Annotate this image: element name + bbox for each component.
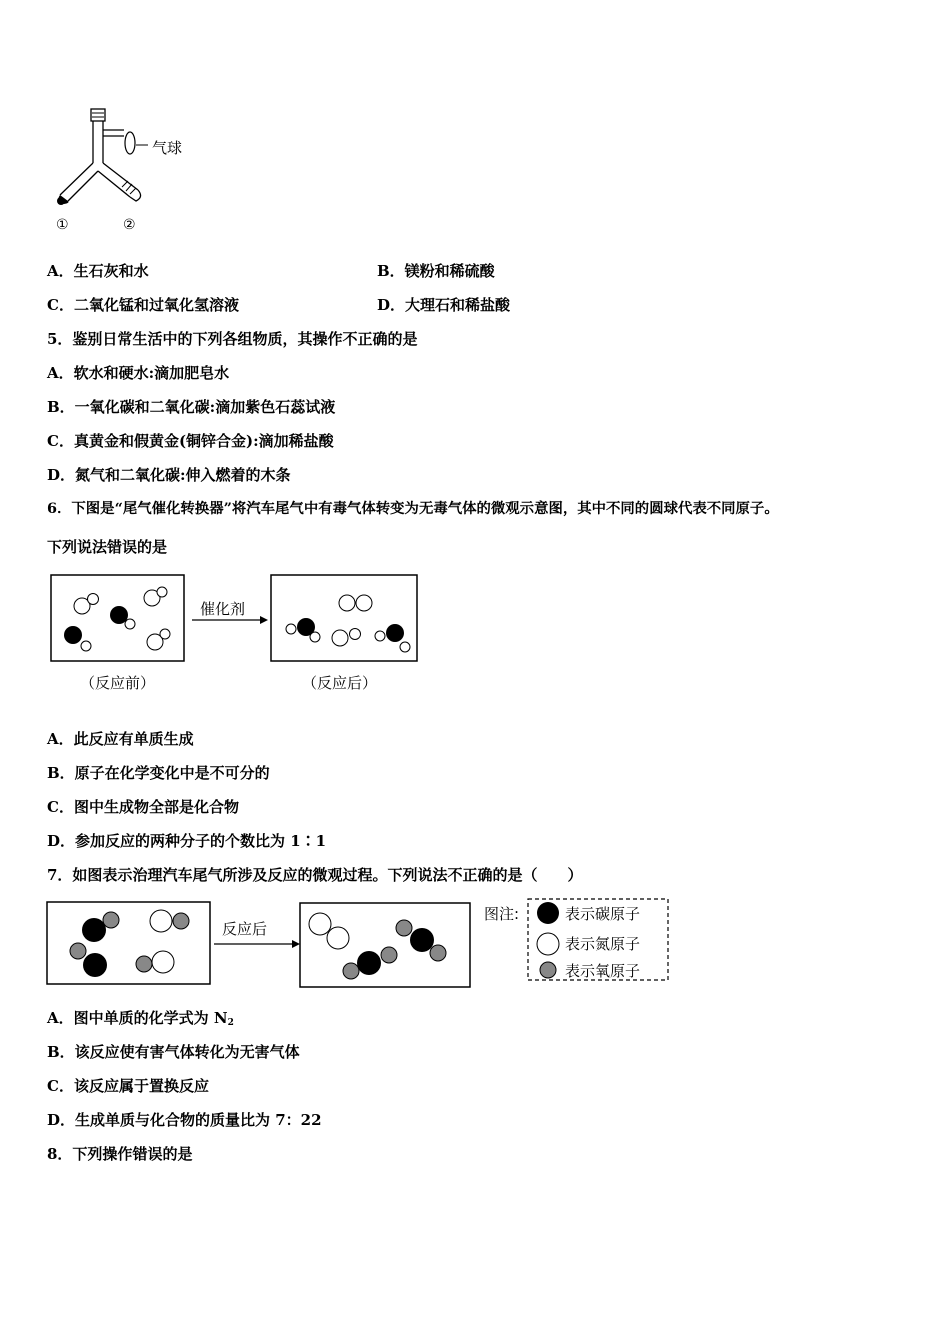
q6-option-c[interactable]: C．图中生成物全部是化合物 [47, 798, 239, 816]
legend-nitrogen: 表示氮原子 [565, 935, 641, 953]
legend-carbon: 表示碳原子 [565, 905, 641, 923]
q7-option-c[interactable]: C．该反应属于置换反应 [47, 1077, 209, 1095]
q5-option-d[interactable]: D．氮气和二氧化碳:伸入燃着的木条 [47, 466, 291, 484]
q6-reaction-diagram [50, 574, 430, 674]
q7-option-a-text: A．图中单质的化学式为 N [47, 1009, 228, 1027]
q5-stem: 5．鉴别日常生活中的下列各组物质，其操作不正确的是 [47, 330, 418, 348]
q4-option-d[interactable]: D．大理石和稀盐酸 [377, 296, 511, 314]
catalyst-label: 催化剂 [200, 600, 246, 618]
q4-option-b[interactable]: B．镁粉和稀硫酸 [377, 262, 495, 280]
q7-option-a[interactable] [47, 1008, 234, 1033]
q6-reaction-figure [50, 574, 430, 699]
q6-stem-line1: 6．下图是“尾气催化转换器”将汽车尾气中有毒气体转变为无毒气体的微观示意图，其中不同的圆球代表不同原子。 [47, 500, 779, 517]
q8-stem: 8．下列操作错误的是 [47, 1145, 193, 1163]
after-label: （反应后） [302, 674, 378, 692]
q5-option-b[interactable]: B．一氧化碳和二氧化碳:滴加紫色石蕊试液 [47, 398, 336, 416]
q7-reaction-figure [46, 897, 686, 992]
q5-option-c[interactable]: C．真黄金和假黄金(铜锌合金):滴加稀盐酸 [47, 432, 334, 450]
q6-option-d[interactable]: D．参加反应的两种分子的个数比为 1∶1 [47, 832, 327, 850]
q5-option-a[interactable]: A．软水和硬水:滴加肥皂水 [47, 364, 230, 382]
y-tube-figure [50, 105, 210, 240]
solid-reactant [57, 197, 65, 205]
q4-option-c[interactable]: C．二氧化锰和过氧化氢溶液 [47, 296, 239, 314]
q4-option-a[interactable]: A．生石灰和水 [47, 262, 149, 280]
q6-option-a[interactable]: A．此反应有单质生成 [47, 730, 194, 748]
legend-title: 图注: [484, 905, 520, 923]
before-label: （反应前） [80, 674, 156, 692]
q7-arrow-label: 反应后 [222, 920, 268, 938]
tube-1-label: ① [56, 217, 69, 233]
balloon-label: 气球 [152, 139, 183, 157]
legend-oxygen: 表示氧原子 [565, 962, 641, 980]
q6-option-b[interactable]: B．原子在化学变化中是不可分的 [47, 764, 270, 782]
q7-option-b[interactable]: B．该反应使有害气体转化为无害气体 [47, 1043, 300, 1061]
q7-stem: 7．如图表示治理汽车尾气所涉及反应的微观过程。下列说法不正确的是（ ） [47, 866, 583, 884]
tube-2-label: ② [123, 217, 136, 233]
q7-option-d[interactable]: D．生成单质与化合物的质量比为 7：22 [47, 1111, 322, 1129]
q6-stem-line2: 下列说法错误的是 [47, 538, 168, 556]
q7-option-a-subscript: 2 [227, 1018, 234, 1028]
